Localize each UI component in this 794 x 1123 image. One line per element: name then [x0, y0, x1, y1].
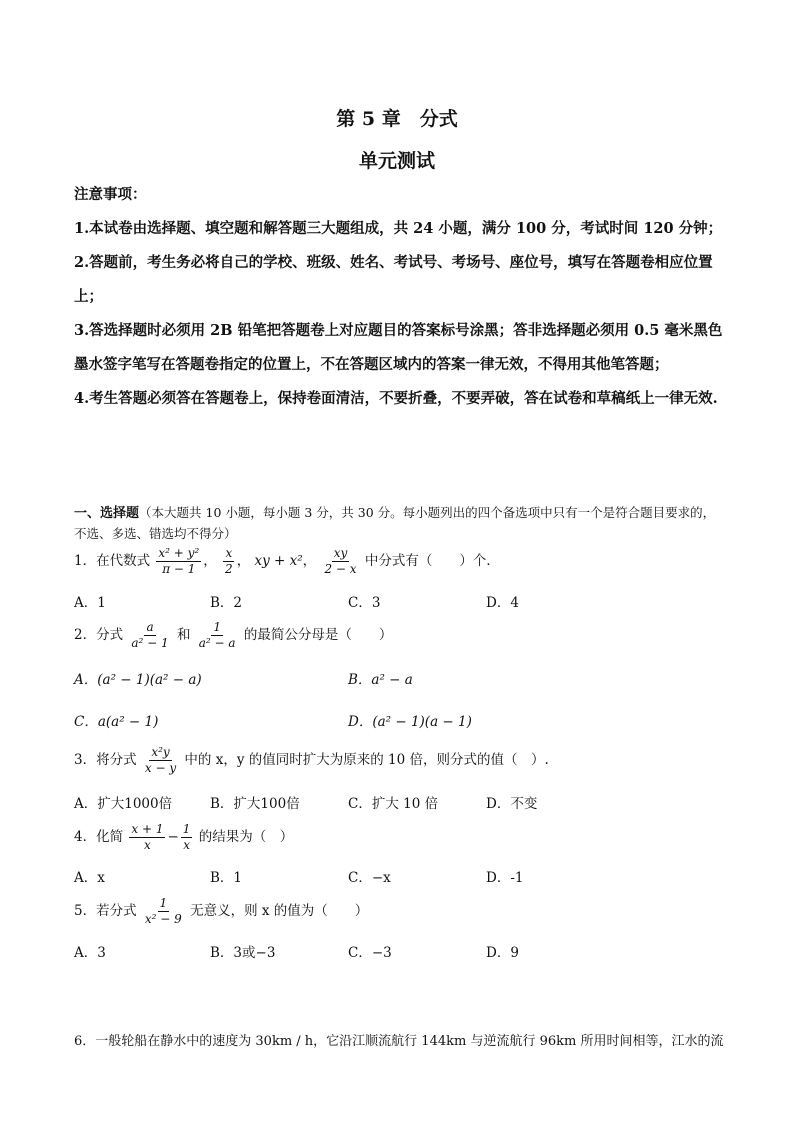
q1-fraction-2: $\frac{x}{2}$ [225, 546, 233, 576]
q4-prefix: 4．化简 [74, 829, 124, 845]
q1-option-d[interactable]: D．4 [486, 595, 519, 611]
q5-suffix: 无意义，则 x 的值为（ ） [190, 903, 369, 919]
q2-option-d[interactable]: D．(a² − 1)(a − 1) [348, 714, 472, 730]
q3-fraction: $\frac{\text{x²y}}{x - y}$ [144, 745, 177, 775]
q1-suffix: 中分式有（ ）个． [364, 553, 500, 569]
q4-option-c[interactable]: C．−x [348, 870, 391, 886]
q5-prefix: 5．若分式 [74, 903, 137, 919]
question-6: 6．一般轮船在静水中的速度为 30km / h，它沿江顺流航行 144km 与逆流航行 96km 所用时间相等，江水的流 [74, 1034, 724, 1049]
notice-item-4: 4.考生答题必须答在答题卷上，保持卷面清洁，不要折叠，不要弄破，答在试卷和草稿纸上一律无效. [74, 390, 718, 407]
q1-option-b[interactable]: B．2 [210, 595, 243, 611]
q3-option-b[interactable]: B．扩大100倍 [210, 796, 300, 812]
notice-heading: 注意事项： [74, 186, 147, 203]
q4-suffix: 的结果为（ ） [198, 829, 294, 845]
page-subtitle: 单元测试 [358, 150, 435, 172]
q2-option-a[interactable]: A．(a² − 1)(a² − a) [74, 672, 202, 688]
q2-option-c[interactable]: C．a(a² − 1) [74, 714, 159, 730]
q5-option-d[interactable]: D．9 [486, 945, 519, 961]
q4-option-a[interactable]: A．x [74, 870, 105, 886]
notice-item-1: 1.本试卷由选择题、填空题和解答题三大题组成，共 24 小题，满分 100 分，考试时间 120 分钟； [74, 220, 723, 237]
notice-block [74, 178, 724, 416]
q4-option-b[interactable]: B．1 [210, 870, 243, 886]
section-title: 一、选择题 [74, 506, 140, 521]
q3-option-c[interactable]: C．扩大 10 倍 [348, 796, 439, 812]
q1-expression: xy + x² [254, 553, 303, 569]
q2-prefix: 2．分式 [74, 627, 124, 643]
q2-fraction-1: $\frac{a}{\text{a² − 1}}$ [131, 620, 169, 650]
q5-option-a[interactable]: A．3 [74, 945, 106, 961]
q1-fraction-1: $\frac{\text{x² + y²}}{\pi - 1}$ [158, 546, 200, 576]
q3-option-d[interactable]: D．不变 [486, 796, 538, 812]
chapter-title: 第 5 章 分式 [336, 108, 458, 130]
question-3 [74, 745, 549, 776]
section-desc: （本大题共 10 小题，每小题 3 分，共 30 分。每小题列出的四个备选项中只有一个是符合题目要求的，不选、多选、错选均不得分） [74, 505, 716, 541]
q3-prefix: 3．将分式 [74, 752, 137, 768]
q5-fraction: $\frac{1}{\text{x² − 9}}$ [144, 896, 182, 926]
q3-option-a[interactable]: A．扩大1000倍 [74, 796, 173, 812]
q2-suffix: 的最简公分母是（ ） [243, 627, 393, 643]
question-4: 4．化简 $\frac{x + 1}{x}$ − $\frac{1}{x}$ 的结果为（ ） [74, 822, 294, 852]
q5-option-b[interactable]: B．3或−3 [210, 945, 276, 961]
q1-option-c[interactable]: C．3 [348, 595, 381, 611]
question-5 [74, 896, 368, 927]
q1-prefix: 1．在代数式 [74, 553, 151, 569]
q5-option-c[interactable]: C．−3 [348, 945, 392, 961]
q2-option-b[interactable]: B．a² − a [348, 672, 413, 688]
q2-fraction-2: $\frac{1}{\text{a² − a}}$ [198, 620, 236, 650]
question-2: 2．分式 $\frac{a}{\text{a² − 1}}$ 和 $\frac{1}{\text{a² − a}}$ 的最简公分母是（ ） [74, 620, 393, 650]
q3-suffix: 中的 x，y 的值同时扩大为原来的 10 倍，则分式的值（ ）. [184, 752, 549, 768]
q1-option-a[interactable]: A．1 [74, 595, 106, 611]
notice-item-2: 2.答题前，考生务必将自己的学校、班级、姓名、考试号、考场号、座位号，填写在答题卷相应位置上； [74, 254, 713, 305]
q4-fraction-1: $\frac{x + 1}{x}$ [131, 822, 164, 852]
q4-option-d[interactable]: D．-1 [486, 870, 524, 886]
q1-fraction-3: $\frac{xy}{2 - x}$ [324, 546, 357, 576]
question-1: 1．在代数式 $\frac{\text{x² + y²}}{\pi - 1}$ ， $\frac{x}{2}$ ， xy + x²， $\frac{xy}{2 - x}$ 中分式有（ ）个． [74, 546, 500, 576]
q4-fraction-2: $\frac{1}{x}$ [182, 822, 191, 852]
notice-item-3: 3.答选择题时必须用 2B 铅笔把答题卷上对应题目的答案标号涂黑；答非选择题必须用 0.5 毫米黑色墨水签字笔写在答题卷指定的位置上，不在答题区域内的答案一律无效，不得用其他笔答题； [74, 322, 723, 373]
section-header [74, 503, 724, 544]
